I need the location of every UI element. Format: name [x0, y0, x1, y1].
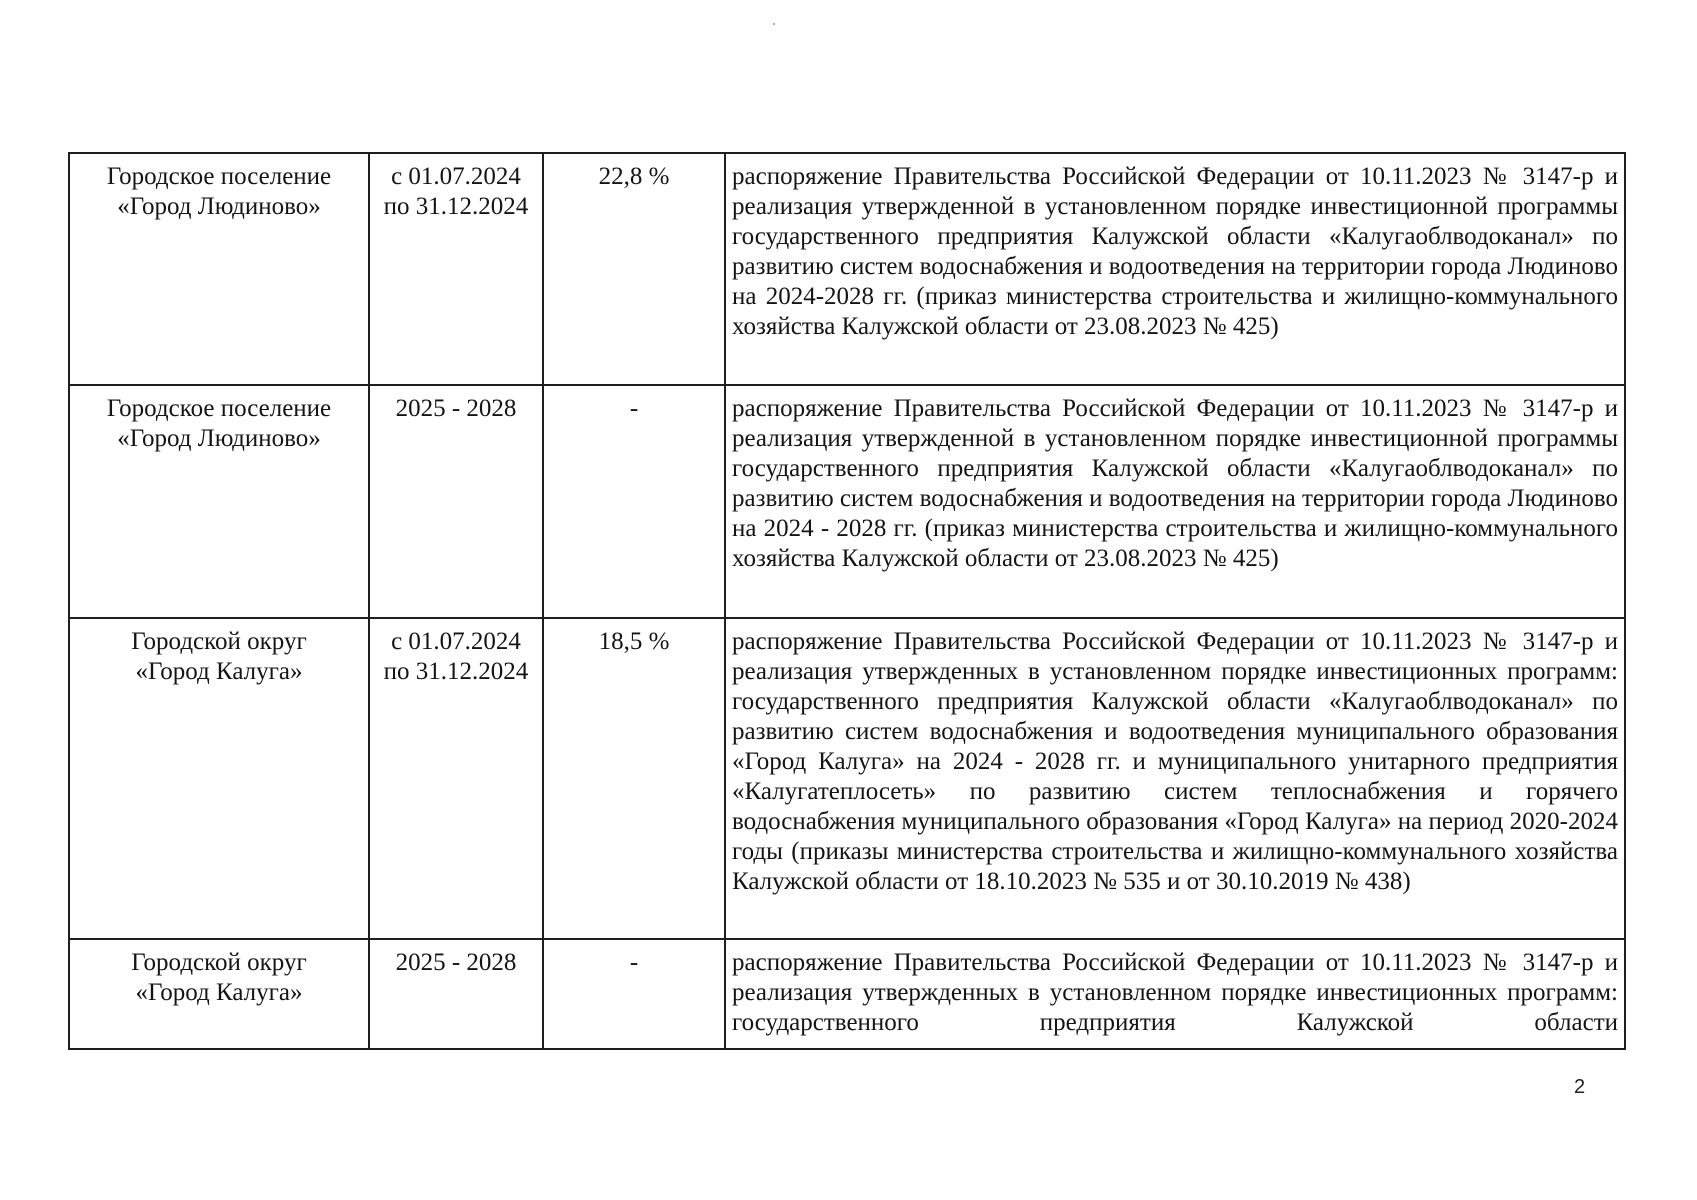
period-cell	[369, 618, 543, 939]
period-line: с 01.07.2024	[391, 163, 521, 190]
basis-cell: распоряжение Правительства Российской Федерации от 10.11.2023 № 3147-р и реализация утвержденной в установленном порядке инвестиционной программы государственного предприятия Калужской области «Калугаоблводоканал» по развитию систем водоснабжения и водоотведения на территории города Людиново на 2024 - 2028 гг. (приказ министерства строительства и жилищно-коммунального хозяйства Калужской области от 23.08.2023 № 425)	[725, 385, 1625, 618]
basis-cell: распоряжение Правительства Российской Федерации от 10.11.2023 № 3147-р и реализация утвержденной в установленном порядке инвестиционной программы государственного предприятия Калужской области «Калугаоблводоканал» по развитию систем водоснабжения и водоотведения на территории города Людиново на 2024-2028 гг. (приказ министерства строительства и жилищно-коммунального хозяйства Калужской области от 23.08.2023 № 425)	[725, 153, 1625, 385]
table-row	[69, 618, 1625, 939]
period-line: по 31.12.2024	[383, 193, 529, 220]
tariff-table	[68, 152, 1626, 1050]
rate-cell: 18,5 %	[543, 618, 725, 939]
territory-line: «Город Калуга»	[135, 658, 303, 685]
scan-speck	[773, 23, 775, 25]
table-row	[69, 385, 1625, 618]
territory-line: Городское поселение	[106, 395, 332, 422]
rate-cell: 22,8 %	[543, 153, 725, 385]
territory-line: «Город Калуга»	[135, 979, 303, 1006]
table-row	[69, 939, 1625, 1049]
rate-cell: -	[543, 385, 725, 618]
period-line: по 31.12.2024	[383, 658, 529, 685]
period-cell	[369, 939, 543, 1049]
period-line: 2025 - 2028	[395, 949, 517, 976]
basis-cell: распоряжение Правительства Российской Федерации от 10.11.2023 № 3147-р и реализация утвержденных в установленном порядке инвестиционных программ: государственного предприятия Калужской области «Калугаоблводоканал» по развитию систем водоснабжения и водоотведения муниципального образования «Город Калуга» на 2024 - 2028 гг. и муниципального унитарного предприятия «Калугатеплосеть» по развитию систем теплоснабжения и горячего водоснабжения муниципального образования «Город Калуга» на период 2020-2024 годы (приказы министерства строительства и жилищно-коммунального хозяйства Калужской области от 18.10.2023 № 535 и от 30.10.2019 № 438)	[725, 618, 1625, 939]
territory-cell	[69, 939, 369, 1049]
period-cell	[369, 385, 543, 618]
rate-cell: -	[543, 939, 725, 1049]
period-line: 2025 - 2028	[395, 395, 517, 422]
territory-cell	[69, 153, 369, 385]
basis-cell: распоряжение Правительства Российской Федерации от 10.11.2023 № 3147-р и реализация утвержденных в установленном порядке инвестиционных программ: государственного предприятия Калужской области	[725, 939, 1625, 1049]
period-cell	[369, 153, 543, 385]
table-row	[69, 153, 1625, 385]
period-line: с 01.07.2024	[391, 628, 521, 655]
territory-line: Городской округ	[131, 949, 307, 976]
territory-line: «Город Людиново»	[117, 193, 321, 220]
territory-line: Городское поселение	[106, 163, 332, 190]
territory-line: Городской округ	[131, 628, 307, 655]
territory-line: «Город Людиново»	[117, 425, 321, 452]
page-number: 2	[1574, 1076, 1586, 1098]
territory-cell	[69, 618, 369, 939]
territory-cell	[69, 385, 369, 618]
